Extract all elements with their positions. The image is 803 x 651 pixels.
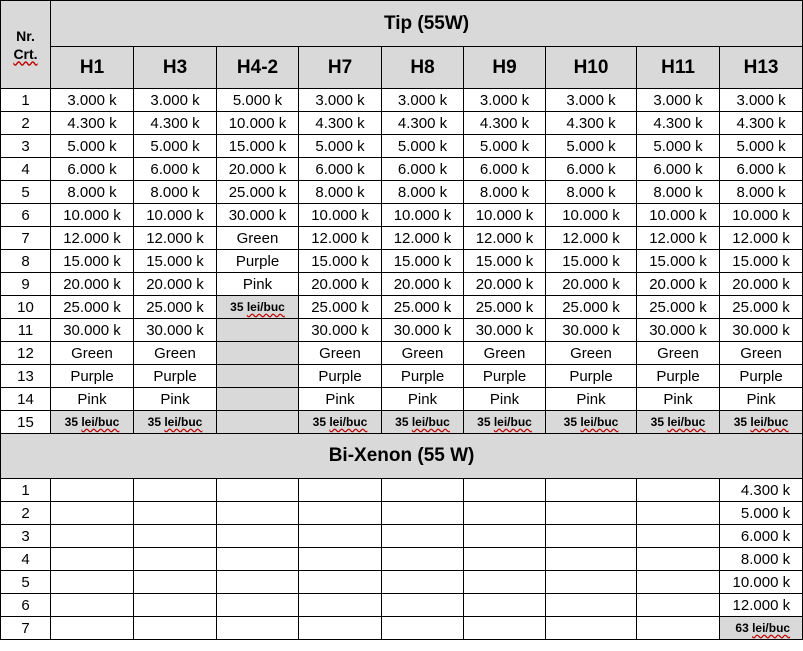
table-cell: 10.000 k	[720, 571, 803, 594]
table-cell: 30.000 k	[464, 319, 546, 342]
row-number: 4	[1, 158, 51, 181]
empty-cell	[637, 548, 720, 571]
table-row	[1, 571, 803, 594]
table-cell: 30.000 k	[637, 319, 720, 342]
table-cell: Green	[217, 227, 299, 250]
column-header-h10: H10	[546, 47, 637, 89]
empty-cell	[546, 548, 637, 571]
table-cell: 10.000 k	[217, 112, 299, 135]
empty-cell	[464, 502, 546, 525]
type-title: Tip (55W)	[51, 1, 803, 47]
table-row	[1, 296, 803, 319]
empty-cell	[464, 525, 546, 548]
table-cell: 30.000 k	[217, 204, 299, 227]
table-cell: 3.000 k	[51, 89, 134, 112]
column-header-h4-2: H4-2	[217, 47, 299, 89]
row-number: 8	[1, 250, 51, 273]
price-unit: lei/buc	[667, 415, 706, 429]
table-cell: 3.000 k	[382, 89, 464, 112]
table-cell: 12.000 k	[382, 227, 464, 250]
empty-cell	[217, 525, 299, 548]
table-cell: Pink	[637, 388, 720, 411]
table-row	[1, 594, 803, 617]
row-number: 3	[1, 525, 51, 548]
price-cell: 35 lei/buc	[51, 411, 134, 434]
empty-cell	[464, 594, 546, 617]
empty-cell	[546, 479, 637, 502]
column-header-h11: H11	[637, 47, 720, 89]
row-number: 3	[1, 135, 51, 158]
table-cell: Purple	[637, 365, 720, 388]
empty-cell	[217, 479, 299, 502]
price-unit: lei/buc	[246, 300, 285, 314]
empty-cell	[546, 502, 637, 525]
table-cell: Purple	[382, 365, 464, 388]
table-cell: 25.000 k	[546, 296, 637, 319]
table-cell: 10.000 k	[382, 204, 464, 227]
table-cell	[217, 319, 299, 342]
table-cell: 5.000 k	[464, 135, 546, 158]
table-cell: 4.300 k	[546, 112, 637, 135]
table-cell: 10.000 k	[51, 204, 134, 227]
empty-cell	[217, 571, 299, 594]
table-row	[1, 479, 803, 502]
table-cell: 10.000 k	[720, 204, 803, 227]
empty-cell	[546, 571, 637, 594]
row-number: 2	[1, 502, 51, 525]
column-header-h8: H8	[382, 47, 464, 89]
table-row	[1, 204, 803, 227]
table-cell: 25.000 k	[382, 296, 464, 319]
table-cell: Green	[720, 342, 803, 365]
price-cell: 35 lei/buc	[720, 411, 803, 434]
price-cell: 35 lei/buc	[546, 411, 637, 434]
bixenon-table-body	[1, 479, 803, 640]
table-cell	[217, 365, 299, 388]
table-cell: 3.000 k	[299, 89, 382, 112]
bixenon-title: Bi-Xenon (55 W)	[1, 434, 803, 479]
table-cell: 4.300 k	[382, 112, 464, 135]
table-row	[1, 135, 803, 158]
empty-cell	[134, 617, 217, 640]
table-cell: 15.000 k	[464, 250, 546, 273]
table-cell: 10.000 k	[546, 204, 637, 227]
empty-cell	[299, 502, 382, 525]
table-cell: 20.000 k	[720, 273, 803, 296]
table-cell: Green	[637, 342, 720, 365]
empty-cell	[464, 479, 546, 502]
table-row	[1, 365, 803, 388]
row-number: 5	[1, 181, 51, 204]
price-cell: 35 lei/buc	[217, 296, 299, 319]
crt-label: Crt.	[13, 45, 38, 62]
table-cell: 20.000 k	[637, 273, 720, 296]
empty-cell	[637, 571, 720, 594]
price-unit: lei/buc	[329, 415, 368, 429]
table-cell: 5.000 k	[299, 135, 382, 158]
table-cell: 8.000 k	[546, 181, 637, 204]
empty-cell	[382, 617, 464, 640]
table-cell: Purple	[134, 365, 217, 388]
row-number: 6	[1, 594, 51, 617]
price-cell: 35 lei/buc	[464, 411, 546, 434]
table-row	[1, 502, 803, 525]
row-number: 1	[1, 89, 51, 112]
table-cell: 15.000 k	[382, 250, 464, 273]
table-cell: 12.000 k	[51, 227, 134, 250]
column-header-h1: H1	[51, 47, 134, 89]
table-cell: Purple	[720, 365, 803, 388]
table-cell: 5.000 k	[134, 135, 217, 158]
table-row	[1, 411, 803, 434]
price-cell: 35 lei/buc	[637, 411, 720, 434]
table-cell: Pink	[464, 388, 546, 411]
table-cell: 4.300 k	[51, 112, 134, 135]
table-cell: 12.000 k	[637, 227, 720, 250]
price-unit: lei/buc	[493, 415, 532, 429]
table-cell: 8.000 k	[720, 181, 803, 204]
table-cell: 3.000 k	[720, 89, 803, 112]
table-cell: 15.000 k	[637, 250, 720, 273]
row-number: 6	[1, 204, 51, 227]
table-cell: 5.000 k	[720, 502, 803, 525]
table-cell: Pink	[299, 388, 382, 411]
table-cell: Green	[382, 342, 464, 365]
empty-cell	[299, 525, 382, 548]
empty-cell	[134, 548, 217, 571]
empty-cell	[299, 479, 382, 502]
table-cell: 10.000 k	[464, 204, 546, 227]
table-cell: 25.000 k	[464, 296, 546, 319]
table-cell: 6.000 k	[637, 158, 720, 181]
empty-cell	[637, 617, 720, 640]
table-cell: 4.300 k	[720, 479, 803, 502]
table-cell: 20.000 k	[299, 273, 382, 296]
empty-cell	[637, 502, 720, 525]
column-header-row	[1, 47, 803, 89]
empty-cell	[217, 502, 299, 525]
column-header-h3: H3	[134, 47, 217, 89]
table-cell: 25.000 k	[637, 296, 720, 319]
table-row	[1, 617, 803, 640]
price-cell: 63 lei/buc	[720, 617, 803, 640]
empty-cell	[637, 525, 720, 548]
table-row	[1, 112, 803, 135]
empty-cell	[546, 617, 637, 640]
empty-cell	[464, 571, 546, 594]
table-cell: 5.000 k	[382, 135, 464, 158]
table-cell: 6.000 k	[382, 158, 464, 181]
empty-cell	[382, 479, 464, 502]
table-cell: 4.300 k	[134, 112, 217, 135]
column-header-h9: H9	[464, 47, 546, 89]
empty-cell	[546, 525, 637, 548]
table-cell: 20.000 k	[382, 273, 464, 296]
empty-cell	[299, 594, 382, 617]
empty-cell	[299, 548, 382, 571]
empty-cell	[134, 594, 217, 617]
empty-cell	[134, 571, 217, 594]
table-cell: Green	[51, 342, 134, 365]
empty-cell	[637, 594, 720, 617]
table-cell: 25.000 k	[134, 296, 217, 319]
empty-cell	[217, 548, 299, 571]
empty-cell	[382, 525, 464, 548]
table-cell: 20.000 k	[217, 158, 299, 181]
table-cell: 12.000 k	[134, 227, 217, 250]
table-cell: 12.000 k	[720, 227, 803, 250]
column-header-h13: H13	[720, 47, 803, 89]
table-cell: 20.000 k	[134, 273, 217, 296]
row-number: 15	[1, 411, 51, 434]
table-cell: 30.000 k	[546, 319, 637, 342]
price-cell: 35 lei/buc	[299, 411, 382, 434]
row-number: 5	[1, 571, 51, 594]
table-cell: 20.000 k	[464, 273, 546, 296]
table-row	[1, 273, 803, 296]
nr-crt-header	[1, 1, 51, 89]
table-row	[1, 227, 803, 250]
table-cell: 30.000 k	[720, 319, 803, 342]
table-cell: Pink	[51, 388, 134, 411]
table-cell: 30.000 k	[382, 319, 464, 342]
row-number: 14	[1, 388, 51, 411]
table-cell: Green	[546, 342, 637, 365]
table-cell: 6.000 k	[720, 525, 803, 548]
table-cell: 12.000 k	[464, 227, 546, 250]
table-cell: Green	[299, 342, 382, 365]
table-cell: 8.000 k	[464, 181, 546, 204]
table-cell: 15.000 k	[299, 250, 382, 273]
table-row	[1, 548, 803, 571]
price-unit: lei/buc	[164, 415, 203, 429]
empty-cell	[51, 479, 134, 502]
table-cell: 4.300 k	[720, 112, 803, 135]
table-row	[1, 525, 803, 548]
table-cell: 8.000 k	[51, 181, 134, 204]
empty-cell	[217, 617, 299, 640]
table-cell: 25.000 k	[720, 296, 803, 319]
table-cell: 8.000 k	[299, 181, 382, 204]
table-cell: 30.000 k	[51, 319, 134, 342]
table-cell: 10.000 k	[134, 204, 217, 227]
table-cell: 6.000 k	[134, 158, 217, 181]
table-cell: 15.000 k	[546, 250, 637, 273]
table-cell: 4.300 k	[464, 112, 546, 135]
row-number: 7	[1, 617, 51, 640]
empty-cell	[382, 594, 464, 617]
empty-cell	[51, 594, 134, 617]
table-cell	[217, 342, 299, 365]
table-cell: 5.000 k	[51, 135, 134, 158]
empty-cell	[382, 502, 464, 525]
table-cell: 20.000 k	[51, 273, 134, 296]
table-cell: 25.000 k	[217, 181, 299, 204]
table-row	[1, 158, 803, 181]
table-cell: 15.000 k	[217, 135, 299, 158]
empty-cell	[51, 525, 134, 548]
table-cell: 20.000 k	[546, 273, 637, 296]
empty-cell	[546, 594, 637, 617]
empty-cell	[637, 479, 720, 502]
price-cell: 35 lei/buc	[134, 411, 217, 434]
table-cell: 15.000 k	[134, 250, 217, 273]
row-number: 7	[1, 227, 51, 250]
table-cell: Green	[134, 342, 217, 365]
price-unit: lei/buc	[81, 415, 120, 429]
table-cell	[217, 388, 299, 411]
table-cell: 8.000 k	[382, 181, 464, 204]
table-cell: Purple	[546, 365, 637, 388]
nr-label: Nr.	[16, 27, 35, 44]
row-number: 1	[1, 479, 51, 502]
table-cell: 3.000 k	[546, 89, 637, 112]
row-number: 10	[1, 296, 51, 319]
row-number: 4	[1, 548, 51, 571]
empty-cell	[464, 617, 546, 640]
empty-cell	[134, 502, 217, 525]
table-cell: 15.000 k	[51, 250, 134, 273]
table-cell: 8.000 k	[720, 548, 803, 571]
table-cell: 8.000 k	[637, 181, 720, 204]
table-row	[1, 388, 803, 411]
row-number: 2	[1, 112, 51, 135]
empty-cell	[382, 571, 464, 594]
row-number: 11	[1, 319, 51, 342]
table-cell: 30.000 k	[299, 319, 382, 342]
table-row	[1, 250, 803, 273]
table-cell: 15.000 k	[720, 250, 803, 273]
row-number: 9	[1, 273, 51, 296]
table-cell: 6.000 k	[546, 158, 637, 181]
empty-cell	[464, 548, 546, 571]
row-number: 12	[1, 342, 51, 365]
table-cell: Pink	[217, 273, 299, 296]
table-cell: 30.000 k	[134, 319, 217, 342]
table-cell: 5.000 k	[217, 89, 299, 112]
empty-cell	[382, 548, 464, 571]
table-cell: 8.000 k	[134, 181, 217, 204]
table-cell: 5.000 k	[546, 135, 637, 158]
table-cell: 5.000 k	[720, 135, 803, 158]
table-cell: Pink	[546, 388, 637, 411]
table-row	[1, 342, 803, 365]
empty-cell	[51, 617, 134, 640]
table-cell	[217, 411, 299, 434]
table-cell: Pink	[134, 388, 217, 411]
table-cell: 10.000 k	[299, 204, 382, 227]
table-cell: 6.000 k	[464, 158, 546, 181]
table-cell: 6.000 k	[51, 158, 134, 181]
row-number: 13	[1, 365, 51, 388]
price-unit: lei/buc	[752, 621, 791, 635]
table-row	[1, 319, 803, 342]
table-cell: Green	[464, 342, 546, 365]
table-cell: Purple	[299, 365, 382, 388]
empty-cell	[51, 548, 134, 571]
table-cell: 3.000 k	[134, 89, 217, 112]
table-cell: 4.300 k	[299, 112, 382, 135]
table-cell: Purple	[51, 365, 134, 388]
price-unit: lei/buc	[580, 415, 619, 429]
table-cell: 12.000 k	[546, 227, 637, 250]
table-cell: Purple	[217, 250, 299, 273]
table-cell: 25.000 k	[299, 296, 382, 319]
table-cell: 12.000 k	[299, 227, 382, 250]
column-header-h7: H7	[299, 47, 382, 89]
table-cell: 25.000 k	[51, 296, 134, 319]
empty-cell	[299, 617, 382, 640]
table-cell: 12.000 k	[720, 594, 803, 617]
empty-cell	[51, 502, 134, 525]
table-cell: Pink	[720, 388, 803, 411]
table-cell: Purple	[464, 365, 546, 388]
table-cell: 4.300 k	[637, 112, 720, 135]
table-cell: 6.000 k	[720, 158, 803, 181]
empty-cell	[134, 479, 217, 502]
table-row	[1, 181, 803, 204]
table-cell: 6.000 k	[299, 158, 382, 181]
table-cell: 3.000 k	[637, 89, 720, 112]
empty-cell	[51, 571, 134, 594]
price-unit: lei/buc	[750, 415, 789, 429]
price-unit: lei/buc	[411, 415, 450, 429]
empty-cell	[217, 594, 299, 617]
table-cell: 10.000 k	[637, 204, 720, 227]
empty-cell	[299, 571, 382, 594]
empty-cell	[134, 525, 217, 548]
table-cell: Pink	[382, 388, 464, 411]
tip-table-body	[1, 89, 803, 434]
table-cell: 3.000 k	[464, 89, 546, 112]
price-cell: 35 lei/buc	[382, 411, 464, 434]
table-row	[1, 89, 803, 112]
table-cell: 5.000 k	[637, 135, 720, 158]
